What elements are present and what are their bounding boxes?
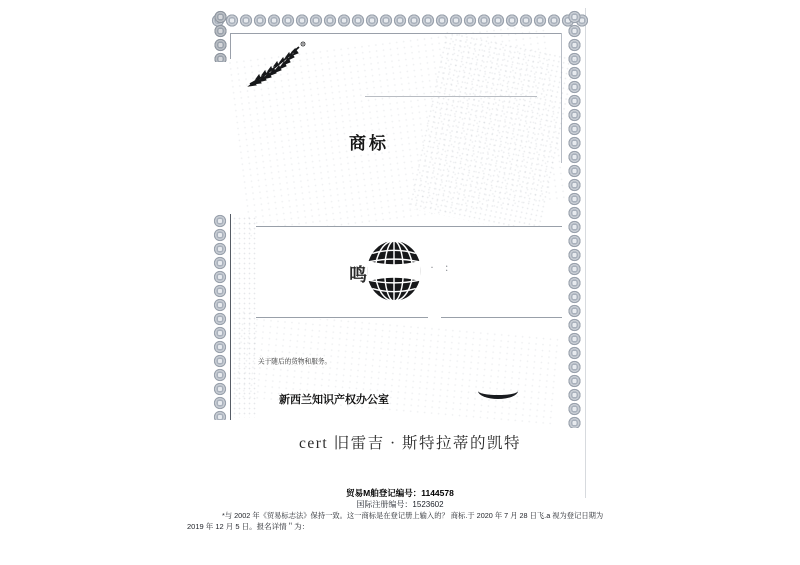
box-bottom-rule-right: [441, 317, 562, 318]
faded-rule: [365, 96, 537, 97]
guilloche-border-left-mid: [210, 214, 231, 420]
guilloche-border-left-top: [211, 10, 230, 62]
office-name: 新西兰知识产权办公室: [279, 394, 389, 406]
box-bottom-rule-left: [256, 317, 428, 318]
international-number-line: 国际注册编号：1523602: [356, 500, 444, 509]
registration-number-line: 贸易M舶登记编号：1144578: [346, 488, 454, 498]
page-edge: [585, 8, 586, 498]
footnote-line-1: *与 2002 年《贸易标志法》保持一致。这一商标是在登记册上输入的？ 商标.于 2020 年 7 月 28 日飞.a 视为登记日期为: [222, 510, 604, 520]
mark-character: 鸣: [349, 265, 367, 285]
goods-services-note: 关于随后的货物和服务。: [258, 358, 332, 366]
watermark-texture: [233, 309, 563, 425]
certificate-heading: 商标: [349, 134, 389, 153]
inner-frame-line-left: [230, 33, 231, 59]
faded-mark-residue: · :: [430, 260, 453, 274]
owner-name-line: cert 旧雷吉 · 斯特拉蒂的凯特: [298, 435, 521, 452]
globe-mark-icon: [366, 240, 422, 302]
fern-logo-icon: [246, 38, 308, 90]
stamp-remnant-arc: [478, 383, 518, 399]
footnote-line-2: 2019 年 12 月 5 日。报名详情＂为：: [187, 522, 310, 531]
